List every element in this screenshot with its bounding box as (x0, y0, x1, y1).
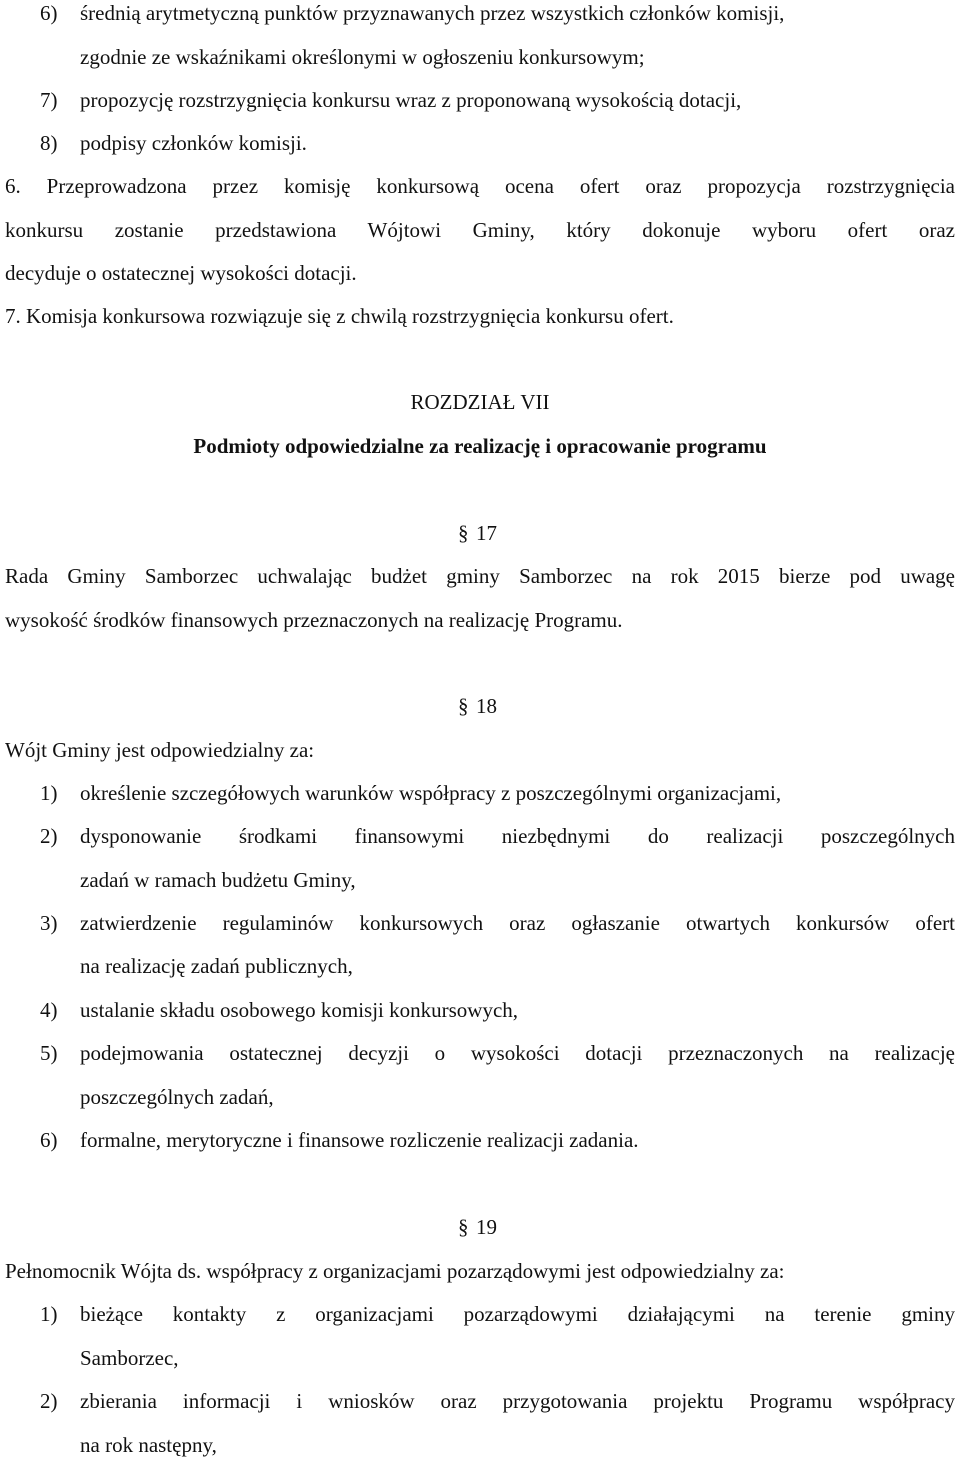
section-18-marker (458, 696, 497, 717)
section-17-line: wysokość środków finansowych przeznaczonych na realizację Programu. (5, 608, 623, 632)
list-item-number: 2) (40, 1389, 58, 1413)
list-item-continuation: poszczególnych zadań, (80, 1085, 274, 1109)
list-item-number: 1) (40, 781, 58, 805)
section-symbol: § (458, 521, 469, 545)
list-item-text: zbierania informacji i wniosków oraz przygotowania projektu Programu współpracy (80, 1389, 955, 1413)
list-item-continuation: na rok następny, (80, 1433, 217, 1457)
section-number: 19 (476, 1215, 497, 1239)
list-item-text: propozycję rozstrzygnięcia konkursu wraz z proponowaną wysokością dotacji, (80, 88, 742, 112)
section-number: 17 (476, 521, 497, 545)
list-item-continuation: Samborzec, (80, 1346, 179, 1370)
list-item-number: 7) (40, 88, 58, 112)
list-item-number: 3) (40, 911, 58, 935)
list-item-number: 4) (40, 998, 58, 1022)
list-item-text: dysponowanie środkami finansowymi niezbędnymi do realizacji poszczególnych (80, 824, 955, 848)
list-item-text: bieżące kontakty z organizacjami pozarządowymi działającymi na terenie gminy (80, 1302, 955, 1326)
list-item-continuation: zgodnie ze wskaźnikami określonymi w ogłoszeniu konkursowym; (80, 45, 645, 69)
paragraph-6-line: konkursu zostanie przedstawiona Wójtowi Gminy, który dokonuje wyboru ofert oraz (5, 218, 955, 242)
section-19-intro: Pełnomocnik Wójta ds. współpracy z organizacjami pozarządowymi jest odpowiedzialny za: (5, 1259, 785, 1283)
section-18-intro: Wójt Gminy jest odpowiedzialny za: (5, 738, 315, 762)
list-item-text: ustalanie składu osobowego komisji konkursowych, (80, 998, 519, 1022)
list-item-text: średnią arytmetyczną punktów przyznawanych przez wszystkich członków komisji, (80, 1, 785, 25)
section-17-line: Rada Gminy Samborzec uchwalając budżet gminy Samborzec na rok 2015 bierze pod uwagę (5, 564, 955, 588)
list-item-number: 5) (40, 1041, 58, 1065)
paragraph-7: 7. Komisja konkursowa rozwiązuje się z chwilą rozstrzygnięcia konkursu ofert. (5, 304, 674, 328)
section-17-marker (458, 523, 497, 544)
list-item-continuation: na realizację zadań publicznych, (80, 954, 353, 978)
list-item-text: formalne, merytoryczne i finansowe rozliczenie realizacji zadania. (80, 1128, 639, 1152)
list-item-text: określenie szczegółowych warunków współpracy z poszczególnymi organizacjami, (80, 781, 782, 805)
paragraph-6-line: 6. Przeprowadzona przez komisję konkursową ocena ofert oraz propozycja rozstrzygnięcia (5, 174, 955, 198)
list-item-text: podpisy członków komisji. (80, 131, 307, 155)
list-item-number: 2) (40, 824, 58, 848)
list-item-continuation: zadań w ramach budżetu Gminy, (80, 868, 356, 892)
chapter-heading: ROZDZIAŁ VII (410, 390, 550, 414)
section-symbol: § (458, 694, 469, 718)
section-symbol: § (458, 1215, 469, 1239)
list-item-number: 6) (40, 1128, 58, 1152)
section-number: 18 (476, 694, 497, 718)
list-item-text: podejmowania ostatecznej decyzji o wysokości dotacji przeznaczonych na realizację (80, 1041, 955, 1065)
chapter-title: Podmioty odpowiedzialne za realizację i opracowanie programu (193, 434, 767, 458)
list-item-number: 1) (40, 1302, 58, 1326)
list-item-number: 8) (40, 131, 58, 155)
list-item-number: 6) (40, 1, 58, 25)
list-item-text: zatwierdzenie regulaminów konkursowych oraz ogłaszanie otwartych konkursów ofert (80, 911, 955, 935)
section-19-marker (458, 1217, 497, 1238)
paragraph-6-line: decyduje o ostatecznej wysokości dotacji. (5, 261, 357, 285)
